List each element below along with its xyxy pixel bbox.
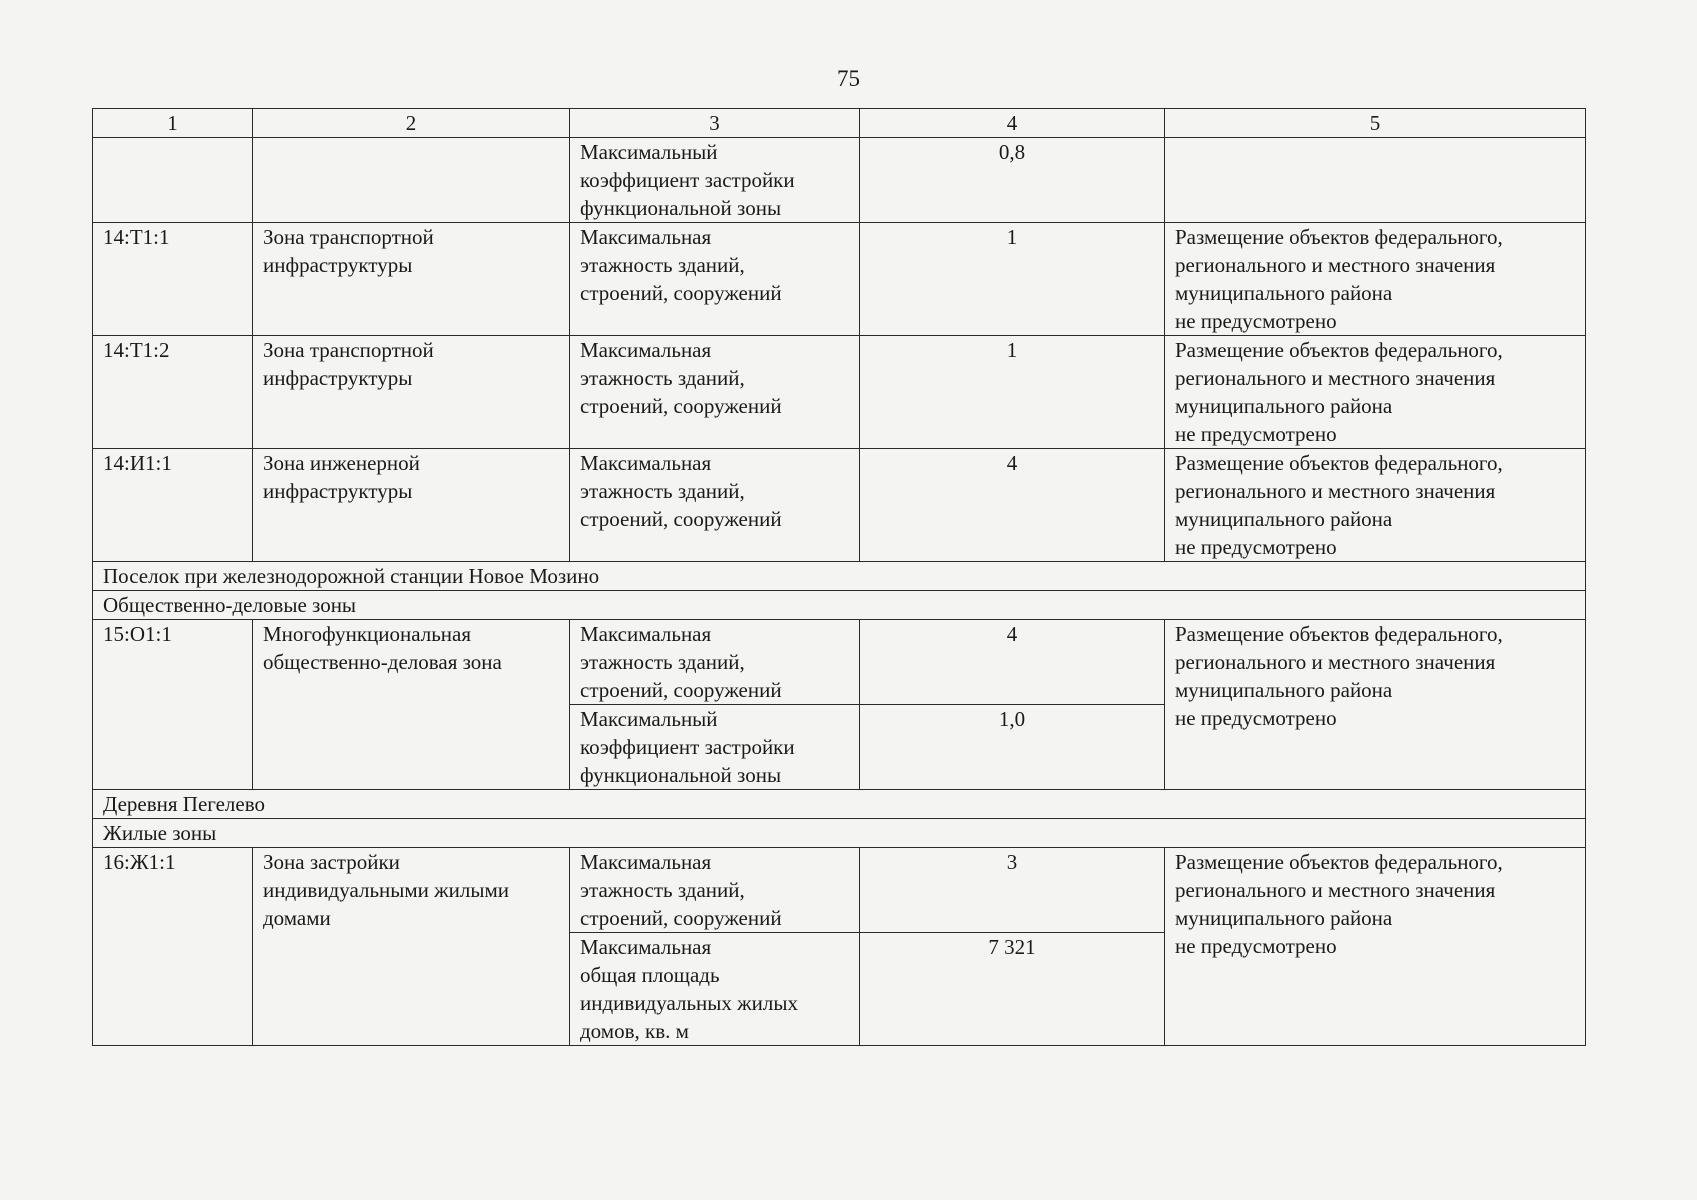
section-row: [93, 562, 1586, 591]
parameter-line: Максимальный: [580, 707, 718, 731]
parameter-line: функциональной зоны: [580, 763, 782, 787]
note-line: регионального и местного значения: [1175, 366, 1496, 390]
parameter-line: индивидуальных жилых: [580, 991, 798, 1015]
note-line: Размещение объектов федерального,: [1175, 850, 1503, 874]
note-line: регионального и местного значения: [1175, 253, 1496, 277]
section-row: [93, 591, 1586, 620]
parameter-line: Максимальный: [580, 140, 718, 164]
parameter-line: строений, сооружений: [580, 678, 782, 702]
zone-line: инфраструктуры: [263, 366, 413, 390]
value-cell: 7 321: [860, 933, 1165, 1046]
parameter-line: этажность зданий,: [580, 479, 745, 503]
column-number: 1: [93, 109, 253, 138]
note-line: не предусмотрено: [1175, 309, 1337, 333]
parameter-line: коэффициент застройки: [580, 168, 795, 192]
table-row: [93, 620, 1586, 705]
zone-line: Зона транспортной: [263, 338, 434, 362]
parameter-line: этажность зданий,: [580, 878, 745, 902]
parameter-line: Максимальная: [580, 850, 712, 874]
section-row: [93, 790, 1586, 819]
note-line: муниципального района: [1175, 678, 1393, 702]
parameter-line: Максимальная: [580, 935, 712, 959]
zone-line: Зона застройки: [263, 850, 400, 874]
note-line: не предусмотрено: [1175, 706, 1337, 730]
parameter-line: строений, сооружений: [580, 281, 782, 305]
zone-line: домами: [263, 906, 331, 930]
parameter-line: коэффициент застройки: [580, 735, 795, 759]
zone-line: индивидуальными жилыми: [263, 878, 510, 902]
note-cell: [1165, 449, 1586, 562]
parameter-line: Максимальная: [580, 451, 712, 475]
zone-line: общественно-деловая зона: [263, 650, 502, 674]
column-number: 5: [1165, 109, 1586, 138]
value-cell: 4: [860, 449, 1165, 562]
zones-parameters-table: [92, 108, 1586, 1046]
zone-group-heading: Жилые зоны: [93, 819, 1586, 848]
column-number: 4: [860, 109, 1165, 138]
zone-name-cell: [253, 223, 570, 336]
parameter-line: общая площадь: [580, 963, 720, 987]
parameter-cell: [570, 223, 860, 336]
column-number: 2: [253, 109, 570, 138]
code-cell: 16:Ж1:1: [93, 848, 253, 1046]
note-cell: [1165, 336, 1586, 449]
note-line: Размещение объектов федерального,: [1175, 225, 1503, 249]
value-cell: 1,0: [860, 705, 1165, 790]
parameter-line: Максимальная: [580, 338, 712, 362]
parameter-cell: [570, 705, 860, 790]
code-cell: 15:О1:1: [93, 620, 253, 790]
note-cell: [1165, 138, 1586, 223]
note-line: не предусмотрено: [1175, 535, 1337, 559]
code-cell: 14:Т1:1: [93, 223, 253, 336]
parameter-cell: [570, 620, 860, 705]
table-row: [93, 449, 1586, 562]
value-cell: 1: [860, 336, 1165, 449]
parameter-line: домов, кв. м: [580, 1019, 689, 1043]
note-line: регионального и местного значения: [1175, 650, 1496, 674]
zone-line: Зона инженерной: [263, 451, 420, 475]
note-cell: [1165, 848, 1586, 1046]
parameter-cell: [570, 933, 860, 1046]
note-line: муниципального района: [1175, 507, 1393, 531]
value-cell: 3: [860, 848, 1165, 933]
zone-name-cell: [253, 336, 570, 449]
parameter-line: строений, сооружений: [580, 507, 782, 531]
section-row: [93, 819, 1586, 848]
note-line: муниципального района: [1175, 281, 1393, 305]
parameter-cell: [570, 848, 860, 933]
table-row: [93, 848, 1586, 933]
parameter-cell: [570, 336, 860, 449]
zone-line: Зона транспортной: [263, 225, 434, 249]
code-cell: 14:Т1:2: [93, 336, 253, 449]
parameter-line: строений, сооружений: [580, 906, 782, 930]
code-cell: [93, 138, 253, 223]
code-cell: 14:И1:1: [93, 449, 253, 562]
page-number: 75: [837, 66, 860, 91]
note-line: Размещение объектов федерального,: [1175, 622, 1503, 646]
note-cell: [1165, 620, 1586, 790]
parameter-line: функциональной зоны: [580, 196, 782, 220]
zone-name-cell: [253, 848, 570, 1046]
column-number: 3: [570, 109, 860, 138]
zone-name-cell: [253, 449, 570, 562]
zone-name-cell: [253, 138, 570, 223]
note-line: муниципального района: [1175, 394, 1393, 418]
parameter-line: строений, сооружений: [580, 394, 782, 418]
table-row: [93, 336, 1586, 449]
table-row: [93, 138, 1586, 223]
zone-name-cell: [253, 620, 570, 790]
settlement-heading: Деревня Пегелево: [93, 790, 1586, 819]
value-cell: 1: [860, 223, 1165, 336]
parameter-line: Максимальная: [580, 225, 712, 249]
zone-group-heading: Общественно-деловые зоны: [93, 591, 1586, 620]
zone-line: инфраструктуры: [263, 253, 413, 277]
parameter-line: этажность зданий,: [580, 650, 745, 674]
parameter-cell: [570, 449, 860, 562]
column-number-row: [93, 109, 1586, 138]
note-line: Размещение объектов федерального,: [1175, 338, 1503, 362]
settlement-heading: Поселок при железнодорожной станции Новое Мозино: [93, 562, 1586, 591]
parameter-line: этажность зданий,: [580, 253, 745, 277]
note-line: Размещение объектов федерального,: [1175, 451, 1503, 475]
parameter-cell: [570, 138, 860, 223]
parameter-line: Максимальная: [580, 622, 712, 646]
value-cell: 0,8: [860, 138, 1165, 223]
value-cell: 4: [860, 620, 1165, 705]
zone-line: инфраструктуры: [263, 479, 413, 503]
parameter-line: этажность зданий,: [580, 366, 745, 390]
note-line: не предусмотрено: [1175, 422, 1337, 446]
table-row: [93, 223, 1586, 336]
note-cell: [1165, 223, 1586, 336]
note-line: регионального и местного значения: [1175, 878, 1496, 902]
zone-line: Многофункциональная: [263, 622, 472, 646]
note-line: муниципального района: [1175, 906, 1393, 930]
note-line: не предусмотрено: [1175, 934, 1337, 958]
note-line: регионального и местного значения: [1175, 479, 1496, 503]
